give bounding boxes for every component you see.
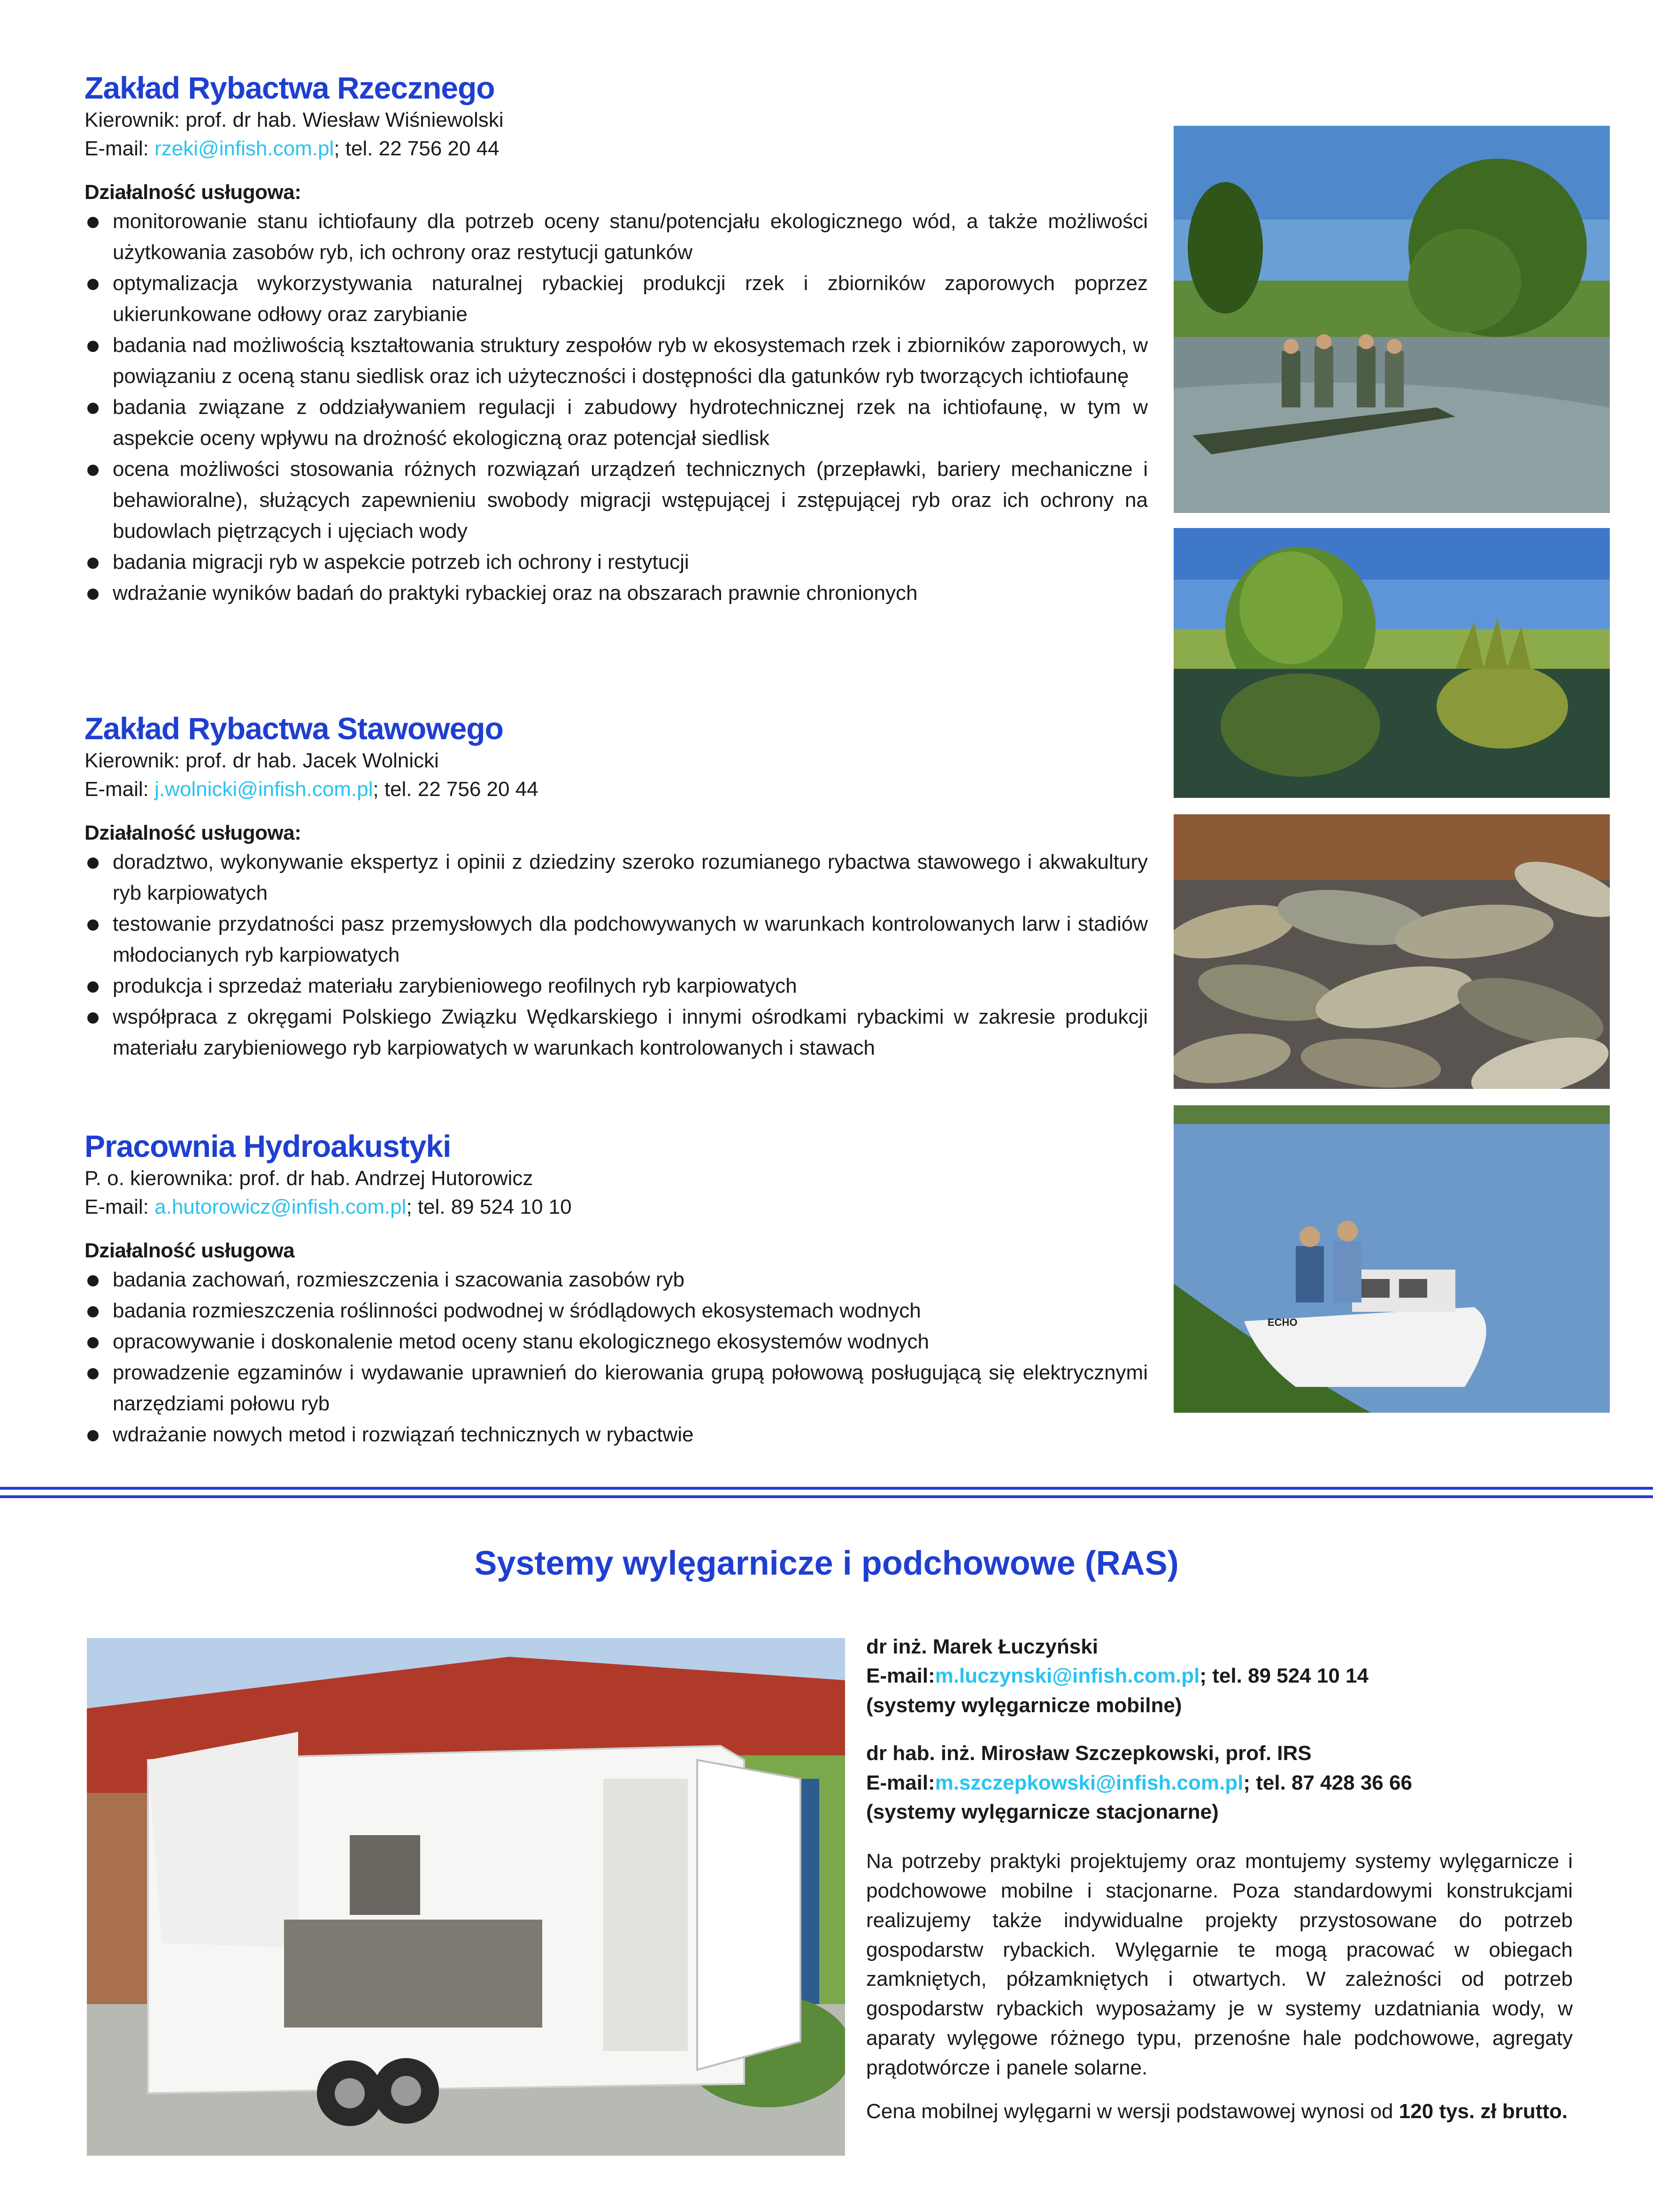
section-divider <box>0 1487 1653 1499</box>
list-item: badania nad możliwością kształtowania struktury zespołów ryb w ekosystemach rzek i zbiorników zaporowych, w powiązaniu z oceną stanu siedlisk oraz ich użyteczności i dostępności dla gatunków ryb tworzących ichtiofaunę <box>85 330 1148 392</box>
photo-pond-willow <box>1174 528 1610 798</box>
contact-note: (systemy wylęgarnicze stacjonarne) <box>866 1800 1219 1824</box>
list-item: testowanie przydatności pasz przemysłowych dla podchowywanych w warunkach kontrolowanych larw i stadiów młodocianych ryb karpiowatych <box>85 909 1148 971</box>
list-item: optymalizacja wykorzystywania naturalnej rybackiej produkcji rzek i zbiorników zaporowych poprzez ukierunkowane odłowy oraz zarybianie <box>85 268 1148 330</box>
email-link[interactable]: m.luczynski@infish.com.pl <box>935 1664 1200 1688</box>
services-heading: Działalność usługowa: <box>85 821 301 845</box>
list-item: ocena możliwości stosowania różnych rozwiązań urządzeń technicznych (przepławki, bariery mechaniczne i behawioralne), służących zapewnieniu swobody migracji wstępującej i zstępującej ryb oraz ich ochrony na budowlach piętrzących i ujęciach wody <box>85 454 1148 547</box>
section-title: Zakład Rybactwa Rzecznego <box>85 70 495 105</box>
section-rzeczne <box>85 70 1148 609</box>
services-list <box>85 1264 1148 1450</box>
list-item: badania związane z oddziaływaniem regulacji i zabudowy hydrotechnicznej rzek na ichtiofaunę, w tym w aspekcie oceny wpływu na drożność ekologiczną oraz potencjał siedlisk <box>85 392 1148 454</box>
ras-price: Cena mobilnej wylęgarni w wersji podstawowej wynosi od 120 tys. zł brutto. <box>866 2100 1568 2123</box>
divider-line <box>0 1495 1653 1498</box>
contact-name: dr inż. Marek Łuczyński <box>866 1635 1098 1658</box>
list-item: produkcja i sprzedaż materiału zarybieniowego reofilnych ryb karpiowatych <box>85 971 1148 1002</box>
contact-name: dr hab. inż. Mirosław Szczepkowski, prof. IRS <box>866 1742 1312 1765</box>
email-link[interactable]: rzeki@infish.com.pl <box>154 137 334 160</box>
services-heading: Działalność usługowa: <box>85 181 301 204</box>
services-heading: Działalność usługowa <box>85 1239 295 1263</box>
list-item: wdrażanie wyników badań do praktyki rybackiej oraz na obszarach prawnie chronionych <box>85 578 1148 609</box>
email-link[interactable]: j.wolnicki@infish.com.pl <box>154 777 373 801</box>
contact-note: (systemy wylęgarnicze mobilne) <box>866 1693 1182 1717</box>
list-item: współpraca z okręgami Polskiego Związku Wędkarskiego i innymi ośrodkami rybackimi w zakresie produkcji materiału zarybieniowego ryb karpiowatych w warunkach kontrolowanych i stawach <box>85 1002 1148 1064</box>
contact-line: E-mail:m.luczynski@infish.com.pl; tel. 89 524 10 14 <box>866 1664 1369 1688</box>
services-list <box>85 206 1148 609</box>
services-list <box>85 847 1148 1064</box>
boat-sign: ECHO <box>1268 1316 1298 1328</box>
ras-header <box>0 1544 1653 1583</box>
section-title: Zakład Rybactwa Stawowego <box>85 711 503 746</box>
list-item: wdrażanie nowych metod i rozwiązań technicznych w rybactwie <box>85 1419 1148 1450</box>
email-link[interactable]: m.szczepkowski@infish.com.pl <box>935 1771 1244 1794</box>
manager-line: P. o. kierownika: prof. dr hab. Andrzej Hutorowicz <box>85 1166 533 1190</box>
list-item: doradztwo, wykonywanie ekspertyz i opinii z dziedziny szeroko rozumianego rybactwa stawowego i akwakultury ryb karpiowatych <box>85 847 1148 909</box>
ras-contacts <box>866 1632 1573 2127</box>
email-link[interactable]: a.hutorowicz@infish.com.pl <box>154 1195 407 1218</box>
list-item: opracowywanie i doskonalenie metod oceny stanu ekologicznego ekosystemów wodnych <box>85 1326 1148 1357</box>
list-item: monitorowanie stanu ichtiofauny dla potrzeb oceny stanu/potencjału ekologicznego wód, a także możliwości użytkowania zasobów ryb, ich ochrony oraz restytucji gatunków <box>85 206 1148 268</box>
ras-description: Na potrzeby praktyki projektujemy oraz montujemy systemy wylęgarnicze i podchowowe mobilne i stacjonarne. Poza standardowymi konstrukcjami realizujemy także indywidualne projekty przystosowane do potrzeb gospodarstw rybackich. Wylęgarnie te mogą pracować w obiegach zamkniętych, półzamkniętych i otwartych. W zależności od potrzeb gospodarstw rybackich wyposażamy je w systemy uzdatniania wody, w aparaty wylęgowe różnego typu, przenośne hale podchowowe, agregaty prądotwórcze i panele solarne. <box>866 1849 1573 2080</box>
manager-line: Kierownik: prof. dr hab. Jacek Wolnicki <box>85 749 439 772</box>
photo-hydroacoustic-boat <box>1174 1105 1610 1413</box>
divider-line <box>0 1487 1653 1490</box>
contact-line: E-mail: rzeki@infish.com.pl; tel. 22 756 20 44 <box>85 137 500 160</box>
contact-line: E-mail:m.szczepkowski@infish.com.pl; tel. 87 428 36 66 <box>866 1771 1412 1794</box>
photo-mobile-hatchery-trailer <box>87 1638 845 2156</box>
section-stawowe <box>85 711 1148 1064</box>
list-item: badania rozmieszczenia roślinności podwodnej w śródlądowych ekosystemach wodnych <box>85 1295 1148 1326</box>
manager-line: Kierownik: prof. dr hab. Wiesław Wiśniewolski <box>85 108 504 131</box>
photo-river-fishing <box>1174 126 1610 513</box>
ras-title: Systemy wylęgarnicze i podchowowe (RAS) <box>474 1545 1179 1582</box>
price-value: 120 tys. zł brutto. <box>1399 2100 1568 2123</box>
list-item: badania zachowań, rozmieszczenia i szacowania zasobów ryb <box>85 1264 1148 1295</box>
contact-line: E-mail: a.hutorowicz@infish.com.pl; tel. 89 524 10 10 <box>85 1195 572 1218</box>
section-title: Pracownia Hydroakustyki <box>85 1129 451 1163</box>
photo-carp-harvest <box>1174 814 1610 1089</box>
contact-line: E-mail: j.wolnicki@infish.com.pl; tel. 22 756 20 44 <box>85 777 538 801</box>
list-item: badania migracji ryb w aspekcie potrzeb ich ochrony i restytucji <box>85 547 1148 578</box>
list-item: prowadzenie egzaminów i wydawanie uprawnień do kierowania grupą połowową posługującą się elektrycznymi narzędziami połowu ryb <box>85 1357 1148 1419</box>
section-hydroakustyka <box>85 1129 1148 1450</box>
